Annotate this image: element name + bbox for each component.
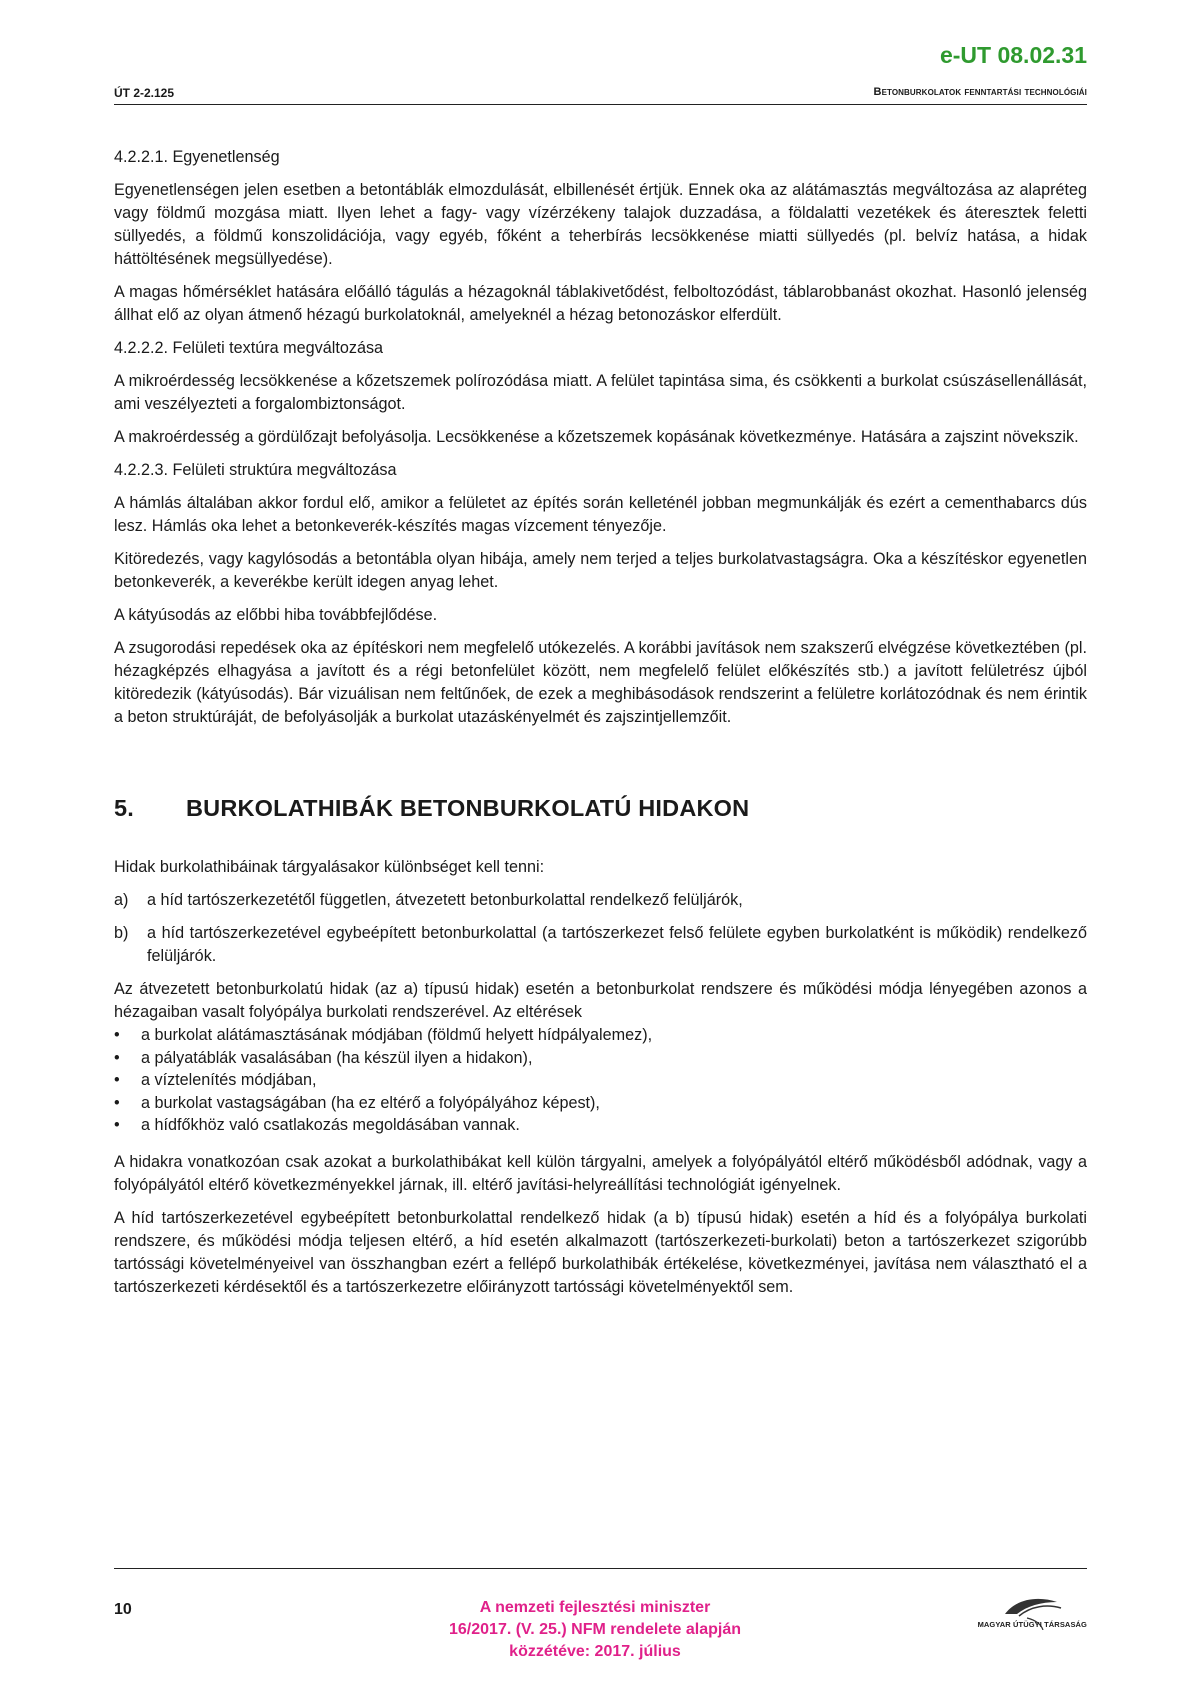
document-title-header: Betonburkolatok fenntartási technológiái	[873, 86, 1087, 98]
subsection-title-4-2-2-2: 4.2.2.2. Felületi textúra megváltozása	[114, 339, 384, 357]
bullet-item	[114, 1114, 1087, 1137]
paragraph: Hidak burkolathibáinak tárgyalásakor különbséget kell tenni:	[114, 858, 545, 876]
bullet-text: a hídfőkhöz való csatlakozás megoldásában vannak.	[141, 1116, 520, 1134]
subsection-title-4-2-2-1: 4.2.2.1. Egyenetlenség	[114, 148, 280, 166]
paragraph: Kitöredezés, vagy kagylósodás a betontábla olyan hibája, amely nem terjed a teljes burkolatvastagságra. Oka a készítéskor egyenetlen betonkeverék, a keverékbe került idegen anyag lehet.	[114, 550, 1087, 591]
list-item-label: b)	[114, 924, 129, 942]
bullet-item	[114, 1047, 1087, 1070]
paragraph: A hámlás általában akkor fordul elő, amikor a felületet az építés során kelleténél jobban megmunkálják és ezért a cementhabarcs dús lesz. Hámlás oka lehet a betonkeverék-készítés magas vízcement tényezője.	[114, 494, 1087, 535]
paragraph: A zsugorodási repedések oka az építéskori nem megfelelő utókezelés. A korábbi javítások nem szakszerű elvégzése következtében (pl. hézagképzés elhagyása a javított és a régi betonfelület között, nem megfelelő felület előkészítés stb.) a javított felületrész újból kitöredezik (kátyúsodás). Bár vizuálisan nem feltűnőek, de ezek a meghibásodások rendszerint a felületre korlátozódnak és nem érintik a beton struktúráját, de befolyásolják a burkolat utazáskényelmét és zajszintjellemzőit.	[114, 639, 1087, 726]
subsection-title-4-2-2-3: 4.2.2.3. Felületi struktúra megváltozása	[114, 461, 397, 479]
bullet-text: a burkolat vastagságában (ha ez eltérő a folyópályához képest),	[141, 1093, 600, 1112]
paragraph: A hidakra vonatkozóan csak azokat a burkolathibákat kell külön tárgyalni, amelyek a folyópályától eltérő működésből adódnak, vagy a folyópályától eltérő következményekkel járnak, ill. eltérő javítási-helyreállítási technológiát igényelnek.	[114, 1152, 1087, 1194]
bullet-text: a víztelenítés módjában,	[141, 1071, 317, 1089]
publication-note-line: közzétéve: 2017. július	[509, 1643, 681, 1660]
bullet-text: a pályatáblák vasalásában (ha készül ilyen a hidakon),	[141, 1048, 533, 1067]
list-item-text: a híd tartószerkezetével egybeépített betonburkolattal (a tartószerkezet felső felülete egyben burkolatként is működik) rendelkező felüljárók.	[147, 924, 1087, 965]
list-item-text: a híd tartószerkezetétől független, átvezetett betonburkolattal rendelkező felüljárók,	[147, 891, 743, 909]
bullet-item	[114, 1024, 1087, 1047]
page-number: 10	[114, 1601, 132, 1618]
paragraph: Egyenetlenségen jelen esetben a betontáblák elmozdulását, elbillenését értjük. Ennek oka az alátámasztás megváltozása az alapréteg vagy földmű mozgása miatt. Ilyen lehet a fagy- vagy vízérzékeny talajok duzzadása, a földalatti vezetékek és áteresztek feletti süllyedés, a földmű konszolidációja, vagy egyéb, főként a teherbírás lecsökkenése miatti süllyedés (pl. belvíz hatása, a hidak háttöltésének megsüllyedése).	[114, 181, 1087, 268]
paragraph: Az átvezetett betonburkolatú hidak (az a) típusú hidak) esetén a betonburkolat rendszere és működési módja lényegében azonos a hézagaiban vasalt folyópálya burkolati rendszerével. Az eltérések	[114, 980, 1087, 1021]
publication-note	[345, 1597, 845, 1663]
chapter-heading	[114, 797, 1087, 820]
bullet-list	[114, 1024, 1087, 1137]
bullet-item	[114, 1069, 1087, 1092]
bullet-icon: •	[114, 1026, 120, 1044]
document-code: e-UT 08.02.31	[939, 42, 1087, 68]
list-item	[114, 889, 1087, 912]
chapter-number: 5.	[114, 795, 134, 821]
bullet-icon: •	[114, 1071, 120, 1089]
bullet-icon: •	[114, 1093, 120, 1112]
paragraph: A makroérdesség a gördülőzajt befolyásolja. Lecsökkenése a kőzetszemek kopásának következménye. Hatására a zajszint növekszik.	[114, 428, 1079, 446]
society-logo-text: MAGYAR ÚTÜGYI TÁRSASÁG	[977, 1620, 1087, 1629]
list-item	[114, 922, 1087, 968]
list-item-label: a)	[114, 891, 129, 909]
section-spacer	[114, 739, 1087, 797]
chapter-title: BURKOLATHIBÁK BETONBURKOLATÚ HIDAKON	[186, 795, 750, 821]
paragraph: A mikroérdesség lecsökkenése a kőzetszemek polírozódása miatt. A felület tapintása sima, és csökkenti a burkolat csúszásellenállását, ami veszélyezteti a forgalombiztonságot.	[114, 372, 1087, 413]
standard-number: ÚT 2-2.125	[114, 86, 175, 100]
paragraph: A híd tartószerkezetével egybeépített betonburkolattal rendelkező hidak (a b) típusú hidak) esetén a híd és a folyópálya burkolati rendszere, és működési módja teljesen eltérő, a híd esetén alkalmazott (tartószerkezeti-burkolati) beton a tartószerkezet szigorúbb tartóssági követelményeivel van összhangban ezért a fellépő burkolathibák értékelése, következményei, javítása nem választható el a tartószerkezeti kérdésektől és a tartószerkezetre előirányzott tartóssági követelményektől sem.	[114, 1208, 1087, 1296]
publication-note-line: A nemzeti fejlesztési miniszter	[479, 1599, 711, 1616]
bullet-icon: •	[114, 1048, 120, 1067]
page-content	[114, 146, 1087, 1309]
bullet-icon: •	[114, 1116, 120, 1134]
header-divider	[114, 104, 1087, 105]
footer-divider	[114, 1568, 1087, 1569]
paragraph: A magas hőmérséklet hatására előálló tágulás a hézagoknál táblakivetődést, felboltozódást, táblarobbanást okozhat. Hasonló jelenség állhat elő az olyan átmenő hézagú burkolatoknál, amelyeknél a hézag betonozáskor elferdült.	[114, 283, 1087, 324]
bullet-item	[114, 1092, 1087, 1115]
bullet-text: a burkolat alátámasztásának módjában (földmű helyett hídpályalemez),	[141, 1026, 653, 1044]
paragraph: A kátyúsodás az előbbi hiba továbbfejlődése.	[114, 606, 438, 624]
publication-note-line: 16/2017. (V. 25.) NFM rendelete alapján	[449, 1621, 741, 1638]
